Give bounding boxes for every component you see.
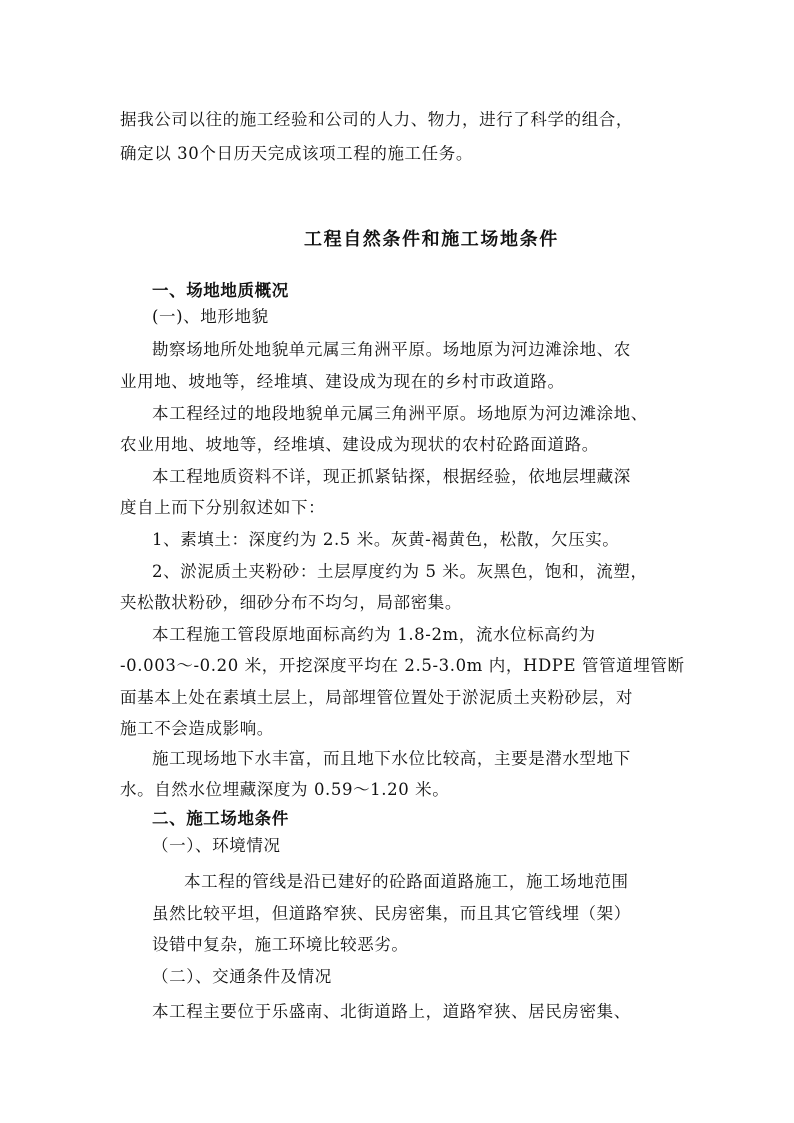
subsection-terrain-heading: (一)、地形地貌 [152, 307, 269, 326]
paragraph-elevation-line-2: -0.003～-0.20 米，开挖深度平均在 2.5-3.0m 内，HDPE 管管道埋管断 [120, 656, 685, 675]
paragraph-geology-line-1: 本工程地质资料不详，现正抓紧钻探，根据经验，依地层埋藏深 [152, 467, 631, 486]
list-item-silt-line-1: 2、淤泥质土夹粉砂：土层厚度约为 5 米。灰黑色，饱和，流塑， [152, 562, 648, 581]
paragraph-terrain-2-line-2: 农业用地、坡地等，经堆填、建设成为现状的农村砼路面道路。 [120, 435, 599, 454]
paragraph-traffic-line-1: 本工程主要位于乐盛南、北街道路上，道路窄狭、居民房密集、 [152, 1002, 631, 1021]
subsection-traffic-heading: （二）、交通条件及情况 [152, 967, 332, 986]
paragraph-terrain-2-line-1: 本工程经过的地段地貌单元属三角洲平原。场地原为河边滩涂地、 [152, 404, 648, 423]
intro-line-1: 据我公司以往的施工经验和公司的人力、物力，进行了科学的组合， [120, 110, 633, 129]
paragraph-groundwater-line-2: 水。自然水位埋藏深度为 0.59～1.20 米。 [120, 780, 450, 799]
paragraph-elevation-line-1: 本工程施工管段原地面标高约为 1.8-2m，流水位标高约为 [152, 625, 596, 644]
intro-line-2: 确定以 30个日历天完成该项工程的施工任务。 [120, 144, 473, 163]
section-title: 工程自然条件和施工场地条件 [304, 229, 559, 250]
paragraph-terrain-1-line-1: 勘察场地所处地貌单元属三角洲平原。场地原为河边滩涂地、农 [152, 340, 631, 359]
section-1-heading: 一、场地地质概况 [152, 281, 289, 300]
list-item-fill-soil: 1、素填土：深度约为 2.5 米。灰黄-褐黄色，松散，欠压实。 [152, 530, 620, 549]
paragraph-environment-line-1: 本工程的管线是沿已建好的砼路面道路施工，施工场地范围 [184, 872, 629, 891]
section-2-heading: 二、施工场地条件 [152, 809, 289, 828]
subsection-environment-heading: （一）、环境情况 [152, 836, 281, 855]
paragraph-environment-line-2: 虽然比较平坦，但道路窄狭、民房密集，而且其它管线埋（架） [152, 904, 631, 923]
paragraph-elevation-line-4: 施工不会造成影响。 [120, 719, 274, 738]
paragraph-elevation-line-3: 面基本上处在素填土层上，局部埋管位置处于淤泥质土夹粉砂层，对 [120, 688, 633, 707]
list-item-silt-line-2: 夹松散状粉砂，细砂分布不均匀，局部密集。 [120, 593, 462, 612]
paragraph-groundwater-line-1: 施工现场地下水丰富，而且地下水位比较高，主要是潜水型地下 [152, 749, 631, 768]
paragraph-environment-line-3: 设错中复杂，施工环境比较恶劣。 [152, 935, 409, 954]
paragraph-terrain-1-line-2: 业用地、坡地等，经堆填、建设成为现在的乡村市政道路。 [120, 372, 565, 391]
paragraph-geology-line-2: 度自上而下分别叙述如下： [120, 498, 326, 517]
